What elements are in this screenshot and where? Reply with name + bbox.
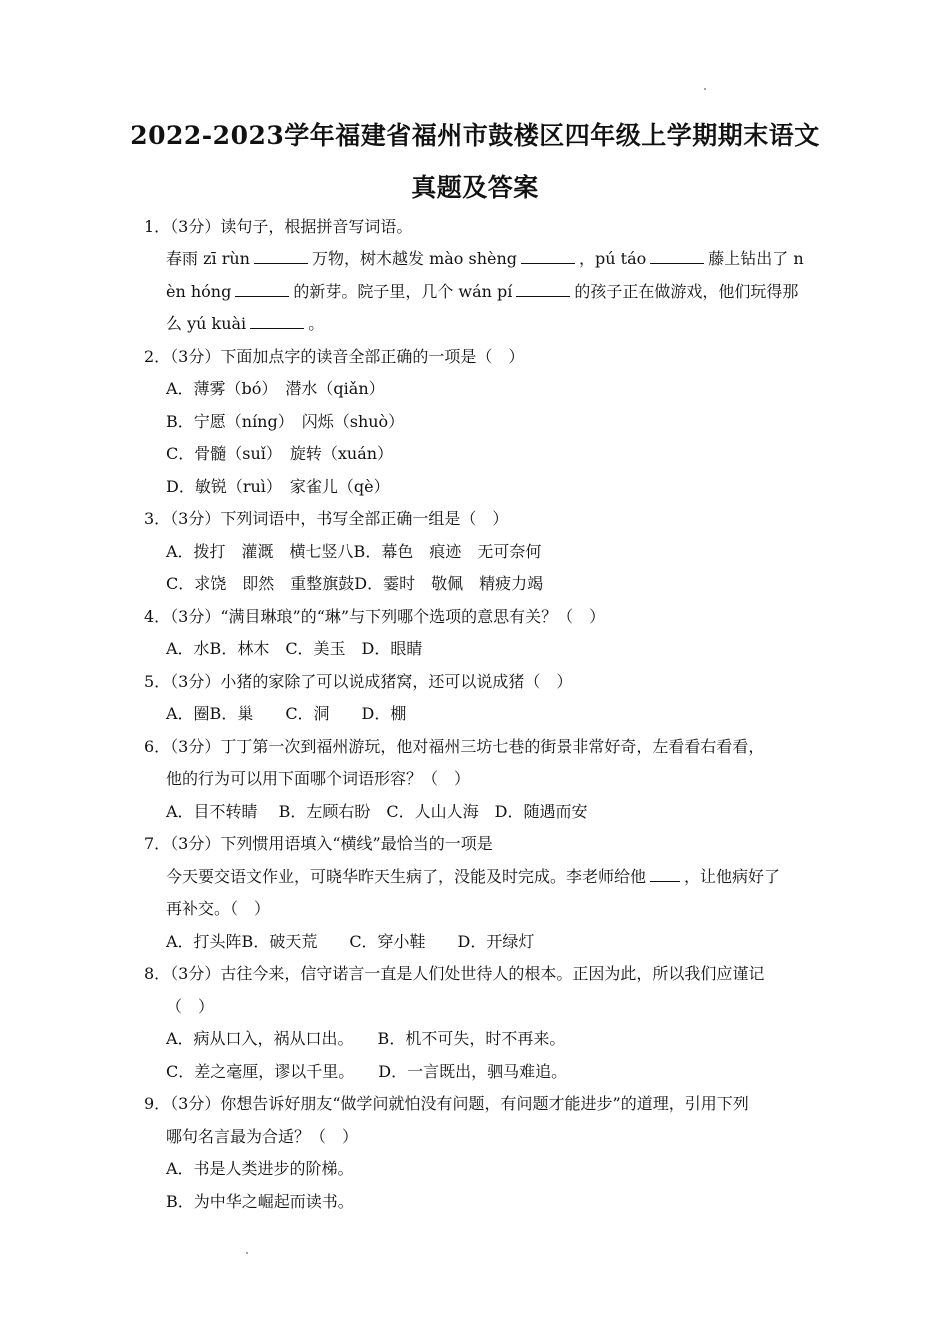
q1-text: 的新芽。院子里，几个 wán pí [293,282,513,301]
question-9-option-a[interactable]: A．书是人类进步的阶梯。 [166,1159,354,1178]
question-1-line-3 [166,314,324,334]
question-7-body [166,867,780,887]
q7-text: ，让他病好了 [684,867,781,886]
q1-text: ，pú táo [579,249,647,268]
question-3-options-ab[interactable]: A．拨打 灌溉 横七竖八B．幕色 痕迹 无可奈何 [166,542,542,561]
question-9-stem-cont: 哪句名言最为合适？（ ） [166,1127,359,1146]
question-2-option-b[interactable]: B．宁愿（níng） 闪烁（shuò） [166,412,405,431]
question-7-body-cont: 再补交。（ ） [166,899,271,918]
answer-blank[interactable] [235,282,289,297]
question-8-options-cd[interactable]: C．差之毫厘，谬以千里。 D．一言既出，驷马难追。 [166,1062,568,1081]
question-1-line-2 [166,282,798,302]
q1-text: 万物，树木越发 mào shèng [311,249,518,268]
q1-text: 的孩子正在做游戏，他们玩得那 [574,282,799,301]
question-2-option-d[interactable]: D．敏锐（ruì） 家雀儿（qè） [166,477,390,496]
question-9-stem: 9．（3分）你想告诉好朋友“做学问就怕没有问题，有问题才能进步”的道理，引用下列 [144,1094,749,1113]
q7-text: 今天要交语文作业，可晓华昨天生病了，没能及时完成。李老师给他 [166,867,647,886]
answer-blank[interactable] [650,867,680,882]
question-4-stem: 4．（3分）“满目琳琅”的“琳”与下列哪个选项的意思有关？（ ） [144,607,606,626]
answer-blank[interactable] [650,249,704,264]
question-6-options[interactable]: A．目不转睛 B．左顾右盼 C．人山人海 D．随遇而安 [166,802,588,821]
scan-speck [246,1252,248,1254]
question-6-stem: 6．（3分）丁丁第一次到福州游玩，他对福州三坊七巷的街景非常好奇，左看看右看看， [144,737,765,756]
q1-text: 么 yú kuài [166,314,247,333]
question-3-stem: 3．（3分）下列词语中，书写全部正确一组是（ ） [144,509,509,528]
question-5-stem: 5．（3分）小猪的家除了可以说成猪窝，还可以说成猪（ ） [144,672,573,691]
question-6-stem-cont: 他的行为可以用下面哪个词语形容？（ ） [166,769,471,788]
q1-text: 藤上钻出了 n [708,249,804,268]
question-5-options[interactable]: A．圈B．巢 C．洞 D．棚 [166,704,407,723]
document-title: 2022-2023学年福建省福州市鼓楼区四年级上学期期末语文 [130,121,820,150]
q1-text: èn hóng [166,282,232,301]
question-9-option-b[interactable]: B．为中华之崛起而读书。 [166,1192,354,1211]
answer-blank[interactable] [250,314,304,329]
question-2-stem: 2．（3分）下面加点字的读音全部正确的一项是（ ） [144,347,525,366]
question-2-option-c[interactable]: C．骨髓（suǐ） 旋转（xuán） [166,444,394,463]
question-8-stem-cont: （ ） [166,997,215,1016]
answer-blank[interactable] [516,282,570,297]
question-4-options[interactable]: A．水B．林木 C．美玉 D．眼睛 [166,639,423,658]
question-1-stem: 1．（3分）读句子，根据拼音写词语。 [144,217,413,236]
question-8-stem: 8．（3分）古往今来，信守诺言一直是人们处世待人的根本。正因为此，所以我们应谨记 [144,964,765,983]
question-7-options[interactable]: A．打头阵B．破天荒 C．穿小鞋 D．开绿灯 [166,932,535,951]
document-subtitle: 真题及答案 [411,173,539,202]
answer-blank[interactable] [254,249,308,264]
question-2-option-a[interactable]: A．薄雾（bó） 潜水（qiǎn） [166,379,385,398]
question-7-stem: 7．（3分）下列惯用语填入“横线”最恰当的一项是 [144,834,493,853]
q1-text: 。 [308,314,325,333]
scan-speck [704,88,706,90]
question-1-line-1 [166,249,804,269]
q1-text: 春雨 zī rùn [166,249,250,268]
question-8-options-ab[interactable]: A．病从口入，祸从口出。 B．机不可失，时不再来。 [166,1029,566,1048]
question-3-options-cd[interactable]: C．求饶 即然 重整旗鼓D．霎时 敬佩 精疲力竭 [166,574,544,593]
answer-blank[interactable] [521,249,575,264]
